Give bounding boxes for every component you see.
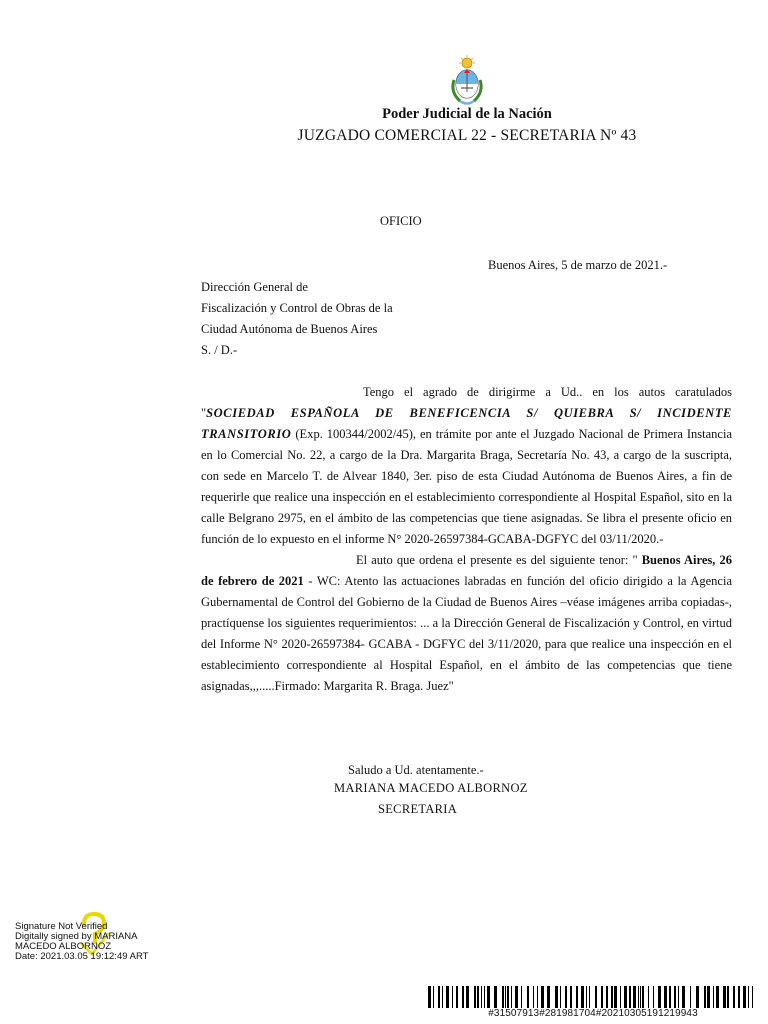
addressee-line: Dirección General de bbox=[201, 280, 308, 294]
organization-title: Poder Judicial de la Nación bbox=[382, 106, 552, 122]
barcode bbox=[428, 986, 758, 1008]
addressee-line: Ciudad Autónoma de Buenos Aires bbox=[201, 322, 378, 336]
addressee-block bbox=[201, 277, 393, 361]
barcode-text: #31507913#281981704#20210305191219943 bbox=[488, 1008, 698, 1019]
paragraph-intro: Tengo el agrado de dirigirme a Ud.. en los autos caratulados " bbox=[201, 385, 732, 420]
addressee-line: Fiscalización y Control de Obras de la bbox=[201, 301, 393, 315]
coat-of-arms-seal bbox=[446, 54, 488, 108]
paragraph-request bbox=[201, 382, 732, 550]
order-date: Buenos Aires, 26 de febrero de 2021 bbox=[201, 553, 732, 588]
paragraph-order bbox=[201, 550, 732, 697]
paragraph-text: (Exp. 100344/2002/45), en trámite por ante el Juzgado Nacional de Primera Instancia en lo Comercial No. 22, a cargo de la Dra. Margarita Braga, Secretaría No. 43, a cargo de la suscripta, con sede en Marcelo T. de Alvear 1840, 3er. piso de esta Ciudad Autónoma de Buenos Aires, a fin de requerirle que realice una inspección en el establecimiento correspondiente al Hospital Español, sito en la calle Belgrano 2975, en el ámbito de las competencias que tiene asignadas. Se libra el presente oficio en función de lo expuesto en el informe N° 2020-26597384-GCABA-DGFYC del 03/11/2020.- bbox=[201, 427, 732, 546]
court-title: JUZGADO COMERCIAL 22 - SECRETARIA Nº 43 bbox=[297, 127, 637, 144]
signer-name: MARIANA MACEDO ALBORNOZ bbox=[334, 781, 528, 795]
signature-date: Date: 2021.03.05 19:12:49 ART bbox=[15, 951, 149, 962]
document-type: OFICIO bbox=[380, 214, 422, 228]
signer-role: SECRETARIA bbox=[378, 802, 458, 816]
closing-salutation: Saludo a Ud. atentamente.- bbox=[348, 763, 484, 777]
signed-by: Digitally signed by MARIANA bbox=[15, 931, 138, 942]
case-name: SOCIEDAD ESPAÑOLA DE BENEFICENCIA S/ QUIEBRA S/ INCIDENTE TRANSITORIO bbox=[201, 406, 732, 441]
signed-by: MACEDO ALBORNOZ bbox=[15, 941, 112, 952]
paragraph-intro: El auto que ordena el presente es del siguiente tenor: " bbox=[356, 553, 642, 567]
signature-status: Signature Not Verified bbox=[15, 921, 108, 932]
letter-body bbox=[201, 382, 732, 697]
paragraph-text: - WC: Atento las actuaciones labradas en función del oficio dirigido a la Agencia Gubernamental de Control del Gobierno de la Ciudad de Buenos Aires –véase imágenes arriba copiadas-, practíquense los siguientes requerimientos: ... a la Dirección General de Fiscalización y Control, en virtud del Informe N° 2020-26597384- GCABA - DGFYC del 3/11/2020, para que realice una inspección en el establecimiento correspondiente al Hospital Español, en el ámbito de las competencias que tiene asignadas,,,.....Firmado: Margarita R. Braga. Juez" bbox=[201, 574, 732, 693]
date-line: Buenos Aires, 5 de marzo de 2021.- bbox=[488, 258, 668, 272]
addressee-line: S. / D.- bbox=[201, 343, 238, 357]
signature-info bbox=[15, 922, 148, 962]
